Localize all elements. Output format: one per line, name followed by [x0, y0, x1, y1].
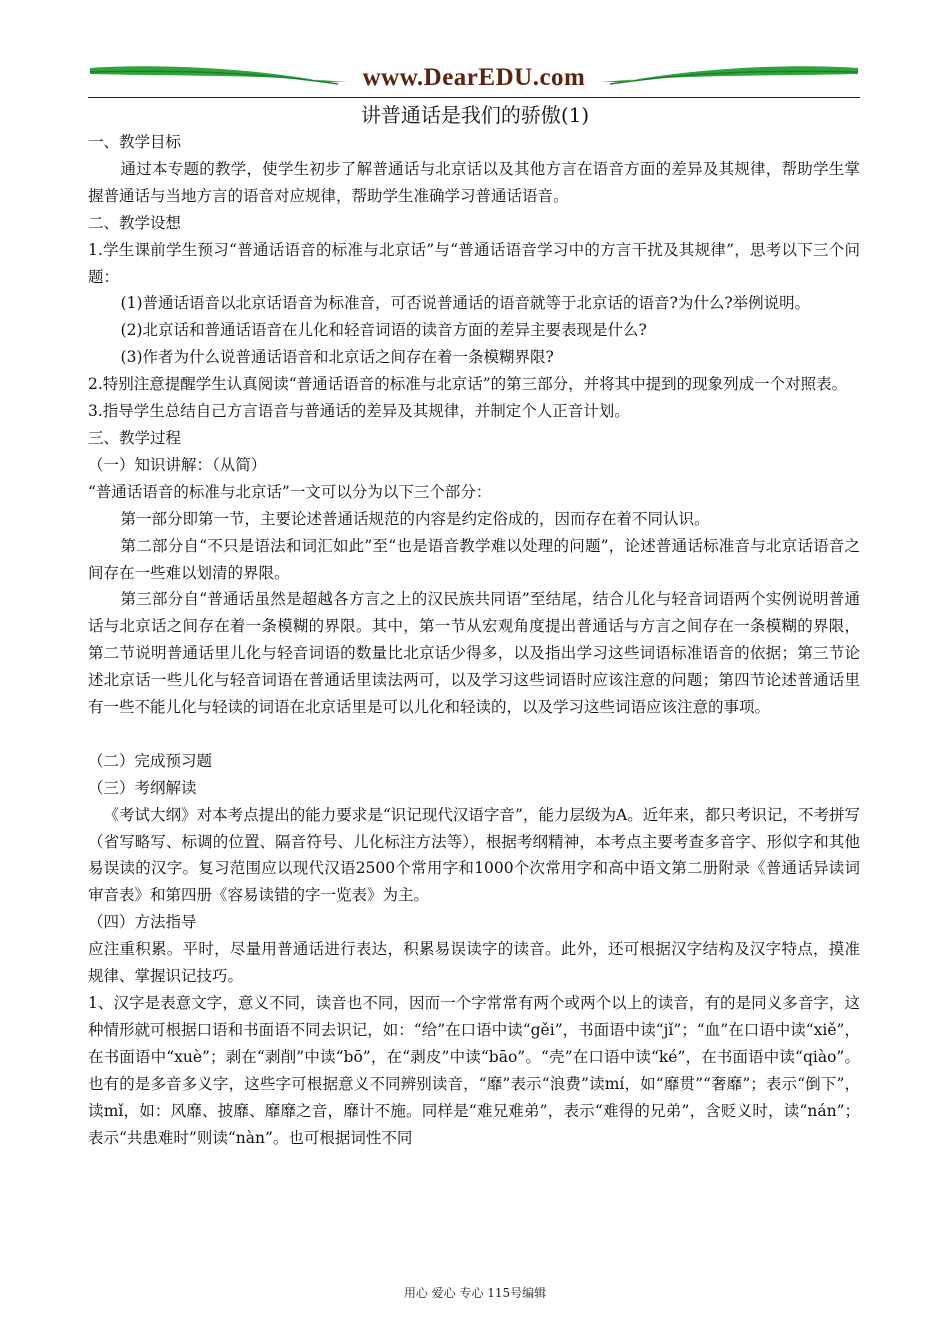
paragraph: 2.特别注意提醒学生认真阅读“普通话语音的标准与北京话”的第三部分，并将其中提到的现象列成一个对照表。: [88, 375, 848, 394]
paragraph: 1.学生课前学生预习“普通话语音的标准与北京话”与“普通话语音学习中的方言干扰及其规律”，思考以下三个问题：: [88, 240, 860, 286]
paragraph: 应注重积累。平时，尽量用普通话进行表达，积累易误读字的读音。此外，还可根据汉字结构及汉字特点，摸准规律、掌握识记技巧。: [88, 940, 860, 986]
document-title: 讲普通话是我们的骄傲(1): [360, 103, 590, 127]
paragraph: 1、汉字是表意文字，意义不同，读音也不同，因而一个字常常有两个或两个以上的读音，有的是同义多音字，这种情形就可根据口语和书面语不同去识记，如：“给”在口语中读“gěi”，书面语中读“jǐ”；“血”在口语中读“xiě”，在书面语中“xuè”；剥在“剥削”中读“bō”，在“剥皮”中读“bāo”。“壳”在口语中读“ké”，在书面语中读“qiào”。也有的是多音多义字，这些字可根据意义不同辨别读音，“靡”表示“浪费”读mí，如“靡贯”“奢靡”；表示“倒下”，读mǐ，如：风靡、披靡、靡靡之音，靡计不施。同样是“难兄难弟”，表示“难得的兄弟”，含贬义时，读“nán”；表示“共患难时”则读“nàn”。也可根据词性不同: [88, 993, 860, 1147]
blank-line: [88, 721, 860, 748]
question-item: (1)普通话语音以北京话语音为标准音，可否说普通话的语音就等于北京话的语音?为什么?举例说明。: [120, 294, 811, 313]
question-item: (2)北京话和普通话语音在儿化和轻音词语的读音方面的差异主要表现是什么?: [120, 321, 647, 340]
paragraph: 《考试大纲》对本考点提出的能力要求是“识记现代汉语字音”，能力层级为A。近年来，都只考识记，不考拼写（省写略写、标调的位置、隔音符号、儿化标注方法等），根据考纲精神，本考点主要考查多音字、形似字和其他易误读的汉字。复习范围应以现代汉语2500个常用字和1000个次常用字和高中语文第二册附录《普通话异读词审音表》和第四册《容易读错的字一览表》为主。: [88, 805, 860, 905]
paragraph: 第一部分即第一节，主要论述普通话规范的内容是约定俗成的，因而存在着不同认识。: [120, 509, 710, 528]
paragraph: 3.指导学生总结自己方言语音与普通话的差异及其规律，并制定个人正音计划。: [88, 402, 630, 421]
header-divider: [88, 97, 860, 98]
subsection-heading: （三）考纲解读: [88, 778, 197, 797]
document-body: [88, 129, 860, 1151]
section-heading-objectives: 一、教学目标: [88, 133, 182, 151]
subsection-heading: （一）知识讲解：（从简）: [88, 455, 267, 474]
site-logo-text: www.DearEDU.com: [362, 64, 586, 91]
page-footer: 用心 爱心 专心 115号编辑: [403, 1286, 547, 1300]
site-header-banner: [88, 62, 860, 96]
section-heading-process: 三、教学过程: [88, 428, 182, 447]
paragraph: 第二部分自“不只是语法和词汇如此”至“也是语音教学难以处理的问题”，论述普通话标准音与北京话语音之间存在一些难以划清的界限。: [88, 536, 860, 582]
subsection-heading: （四）方法指导: [88, 913, 197, 932]
paragraph: “普通话语音的标准与北京话”一文可以分为以下三个部分：: [88, 482, 492, 501]
paragraph: 第三部分自“普通话虽然是超越各方言之上的汉民族共同语”至结尾，结合儿化与轻音词语两个实例说明普通话与北京话之间存在着一条模糊的界限。其中，第一节从宏观角度提出普通话与方言之间存在一条模糊的界限，第二节说明普通话里儿化与轻音词语的数量比北京话少得多，以及指出学习这些词语标准语音的依据；第三节论述北京话一些儿化与轻音词语在普通话里读法两可，以及学习这些词语时应该注意的问题；第四节论述普通话里有一些不能儿化与轻读的词语在北京话里是可以儿化和轻读的，以及学习这些词语应该注意的事项。: [88, 590, 860, 717]
question-item: (3)作者为什么说普通话语音和北京话之间存在着一条模糊界限?: [120, 348, 554, 367]
paragraph: 通过本专题的教学，使学生初步了解普通话与北京话以及其他方言在语音方面的差异及其规律，帮助学生掌握普通话与当地方言的语音对应规律，帮助学生准确学习普通话语音。: [88, 159, 860, 205]
subsection-heading: （二）完成预习题: [88, 751, 213, 770]
section-heading-design: 二、教学设想: [88, 213, 182, 232]
